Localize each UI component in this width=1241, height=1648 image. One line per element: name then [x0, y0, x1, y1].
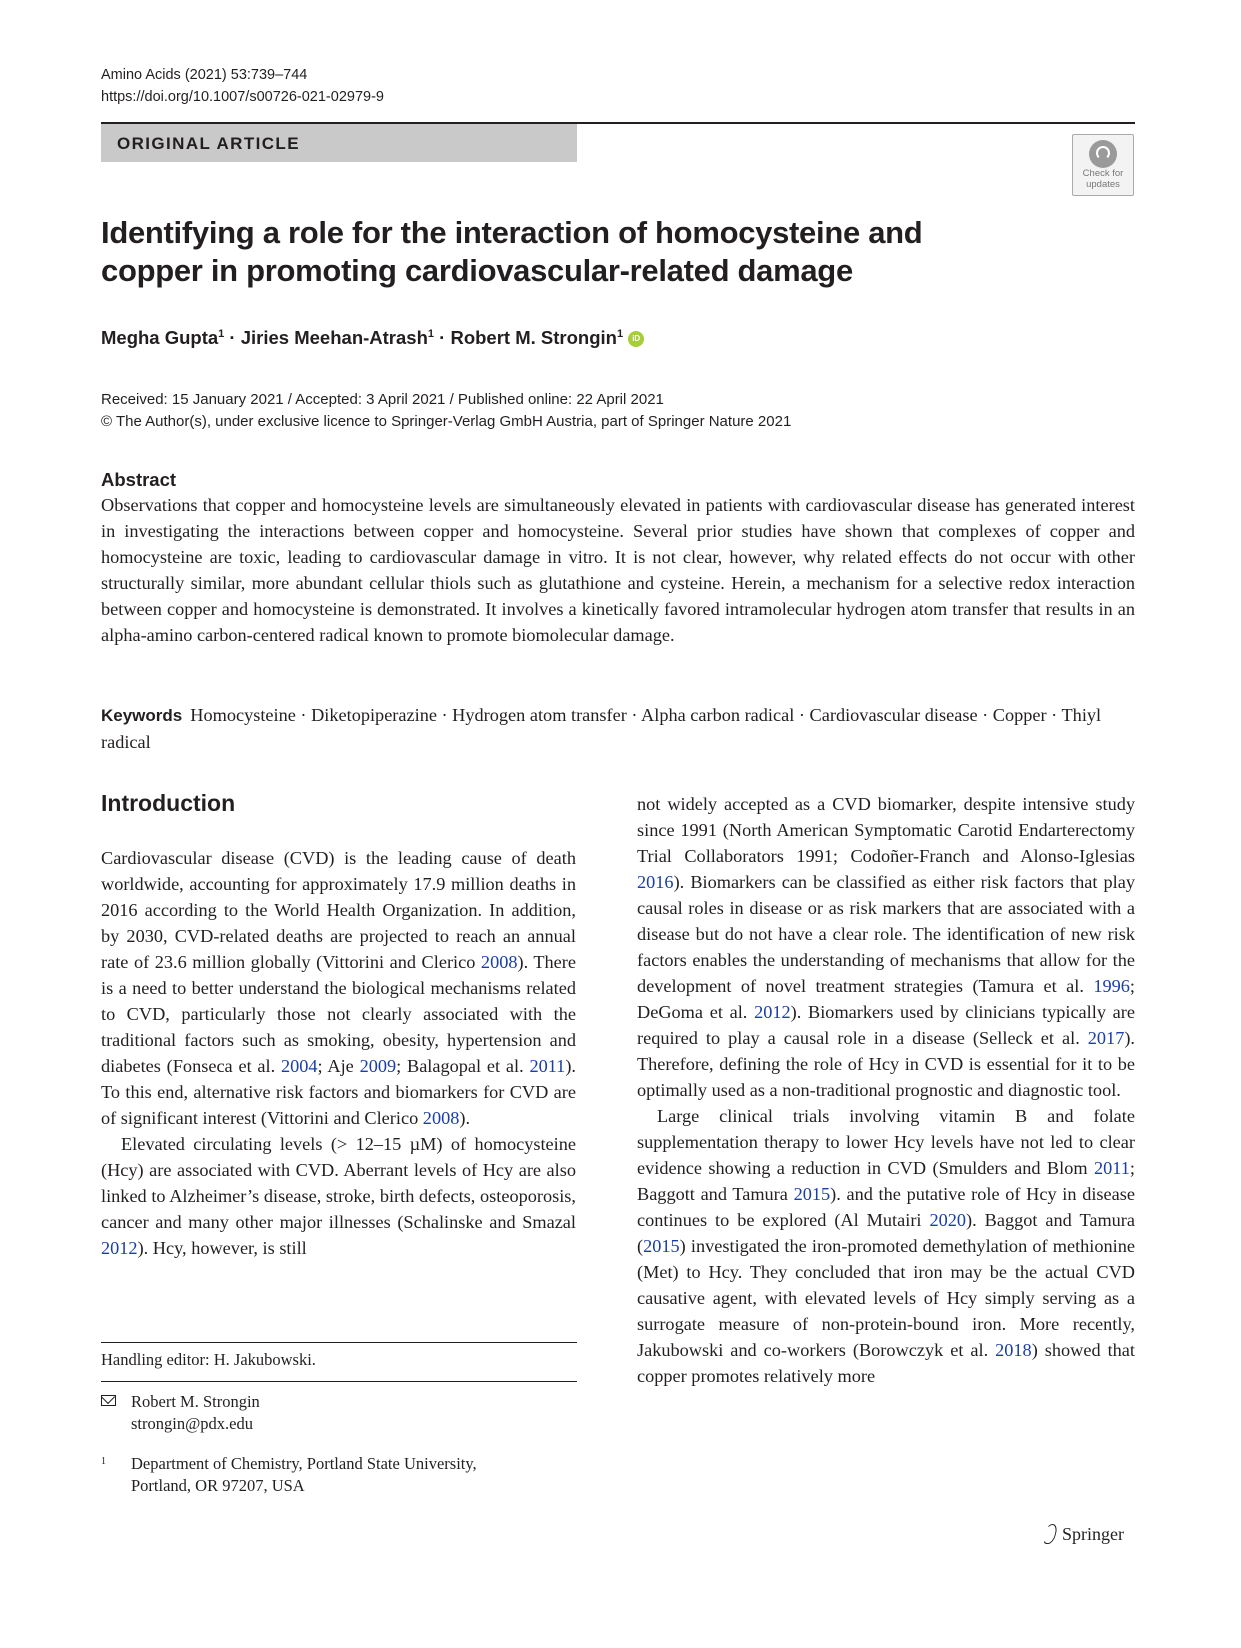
- dates-line: Received: 15 January 2021 / Accepted: 3 April 2021 / Published online: 22 April 2021: [101, 391, 664, 408]
- text-run: ).: [459, 1108, 471, 1128]
- crossmark-icon: [1089, 140, 1117, 168]
- handling-editor: Handling editor: H. Jakubowski.: [101, 1350, 316, 1369]
- citation-link[interactable]: 2004: [280, 1056, 318, 1076]
- abstract-text: Observations that copper and homocysteine levels are simultaneously elevated in patients with cardiovascular disease has generated interest in investigating the interactions between copper and homocysteine. Several prior studies have shown that complexes of copper and homocysteine are toxic, leading to cardiovascular damage in vitro. It is not clear, however, why related effects do not occur with other structurally similar, more abundant cellular thiols such as glutathione and cysteine. Herein, a mechanism for a selective redox interaction between copper and homocysteine is demonstrated. It involves a kinetically favored intramolecular hydrogen atom transfer that results in an alpha-amino carbon-centered radical known to promote biomolecular damage.: [101, 495, 1135, 645]
- citation-link[interactable]: 2018: [995, 1340, 1032, 1360]
- citation-link[interactable]: 2008: [480, 952, 518, 972]
- text-run: ; DeGoma et al.: [637, 976, 1135, 1022]
- text-run: Elevated circulating levels (> 12–15 µM) of homocysteine (Hcy) are associated with CVD. Aberrant levels of Hcy are also linked to Alzheimer’s disease, stroke, birth defects, osteoporosis, cancer and many other major illnesses (Schalinske and Smazal: [101, 1134, 576, 1232]
- citation-link[interactable]: 2012: [101, 1238, 138, 1258]
- right-column: [637, 791, 1135, 1389]
- affiliation-line: Department of Chemistry, Portland State University,: [131, 1454, 477, 1473]
- affiliation: [101, 1453, 477, 1497]
- corresponding-email[interactable]: strongin@pdx.edu: [131, 1414, 253, 1433]
- paragraph-2: [101, 1131, 576, 1261]
- text-run: ) investigated the iron-promoted demethylation of methionine (Met) to Hcy. They concluded that iron may be the actual CVD causative agent, with elevated levels of Hcy simply serving as a surrogate measure of non-protein-bound iron. More recently, Jakubowski and co-workers (Borowczyk et al.: [637, 1236, 1135, 1360]
- abstract-heading: Abstract: [101, 469, 177, 490]
- text-run: ). Therefore, defining the role of Hcy in CVD is essential for it to be optimally used as a non-traditional prognostic and diagnostic tool.: [637, 1028, 1135, 1100]
- article-type-banner: [101, 124, 577, 162]
- citation-link[interactable]: 2020: [929, 1210, 967, 1230]
- text-run: ). Baggot and Tamura (: [637, 1210, 1136, 1256]
- introduction-heading: Introduction: [101, 790, 236, 816]
- author-name[interactable]: Megha Gupta: [101, 327, 219, 348]
- citation-link[interactable]: 2012: [754, 1002, 791, 1022]
- corresponding-name: Robert M. Strongin: [131, 1392, 260, 1411]
- paragraph-1: [101, 845, 576, 1131]
- citation-link[interactable]: 2011: [1094, 1158, 1130, 1178]
- citation-link[interactable]: 2011: [529, 1056, 566, 1076]
- author-separator: ·: [224, 327, 241, 348]
- author-affil-sup: 1: [616, 327, 624, 340]
- article-type-label: ORIGINAL ARTICLE: [117, 134, 300, 153]
- author-affil-sup: 1: [218, 327, 225, 340]
- springer-horse-icon: [1042, 1524, 1056, 1544]
- check-for-updates-badge[interactable]: [1072, 134, 1134, 196]
- journal-header: [101, 64, 384, 108]
- text-run: ; Baggott and Tamura: [637, 1158, 1135, 1204]
- affiliation-line: Portland, OR 97207, USA: [131, 1476, 305, 1495]
- footnote-rule: [101, 1381, 577, 1382]
- citation-link[interactable]: 2015: [643, 1236, 680, 1256]
- left-column: [101, 845, 576, 1261]
- keywords-label: Keywords: [101, 706, 183, 725]
- copyright-line: © The Author(s), under exclusive licence to Springer-Verlag GmbH Austria, part of Springer Nature 2021: [101, 413, 792, 430]
- publication-dates: [101, 389, 791, 433]
- footnote-rule: [101, 1342, 577, 1343]
- publisher-name: Springer: [1062, 1524, 1124, 1544]
- check-updates-line1: Check for: [1082, 168, 1124, 179]
- check-updates-line2: updates: [1086, 179, 1120, 190]
- paragraph-4: [637, 1103, 1135, 1389]
- citation-link[interactable]: 2008: [422, 1108, 460, 1128]
- text-run: ). Biomarkers used by clinicians typically are required to play a causal role in a disease (Selleck et al.: [637, 1002, 1135, 1048]
- corresponding-author: [101, 1391, 260, 1435]
- text-run: not widely accepted as a CVD biomarker, despite intensive study since 1991 (North American Symptomatic Carotid Endarterectomy Trial Collaborators 1991; Codoñer-Franch and Alonso-Iglesias: [637, 794, 1135, 866]
- keywords: [101, 702, 1135, 755]
- citation-link[interactable]: 2017: [1087, 1028, 1125, 1048]
- journal-citation: Amino Acids (2021) 53:739–744: [101, 67, 308, 83]
- affiliation-number: 1: [101, 1456, 106, 1467]
- author-list: [101, 327, 644, 349]
- paragraph-3: [637, 791, 1135, 1103]
- envelope-icon: [101, 1395, 116, 1406]
- text-run: ). There is a need to better understand the biological mechanisms related to CVD, particularly those not clearly associated with the traditional factors such as smoking, obesity, hypertension and diabetes (Fonseca et al.: [101, 952, 576, 1076]
- text-run: ). Hcy, however, is still: [137, 1238, 307, 1258]
- text-run: Large clinical trials involving vitamin B and folate supplementation therapy to lower Hcy levels have not led to clear evidence showing a reduction in CVD (Smulders and Blom: [637, 1106, 1135, 1178]
- citation-link[interactable]: 2015: [793, 1184, 831, 1204]
- text-run: ). Biomarkers can be classified as either risk factors that play causal roles in disease or as risk markers that are associated with a disease but do not have a clear role. The identification of new risk factors enables the understanding of mechanisms that allow for the development of novel treatment strategies (Tamura et al.: [637, 872, 1135, 996]
- text-run: ). To this end, alternative risk factors and biomarkers for CVD are of significant interest (Vittorini and Clerico: [101, 1056, 576, 1128]
- author-separator: ·: [434, 327, 451, 348]
- orcid-icon[interactable]: iD: [628, 331, 644, 347]
- author-name[interactable]: Jiries Meehan-Atrash: [240, 327, 428, 348]
- keywords-list: Homocysteine · Diketopiperazine · Hydrogen atom transfer · Alpha carbon radical · Cardiovascular disease · Copper · Thiyl radical: [101, 705, 1102, 752]
- text-run: ) showed that copper promotes relatively more: [637, 1340, 1135, 1386]
- citation-link[interactable]: 1996: [1093, 976, 1130, 996]
- text-run: ). and the putative role of Hcy in disease continues to be explored (Al Mutairi: [637, 1184, 1135, 1230]
- citation-link[interactable]: 2009: [359, 1056, 397, 1076]
- citation-link[interactable]: 2016: [637, 872, 674, 892]
- text-run: ; Balagopal et al.: [396, 1056, 530, 1076]
- doi-link[interactable]: https://doi.org/10.1007/s00726-021-02979-9: [101, 89, 384, 105]
- author-affil-sup: 1: [427, 327, 434, 340]
- author-name[interactable]: Robert M. Strongin: [450, 327, 617, 348]
- publisher-logo: [1042, 1524, 1124, 1545]
- article-title: Identifying a role for the interaction of homocysteine and copper in promoting cardiovascular-related damage: [101, 215, 923, 288]
- text-run: Cardiovascular disease (CVD) is the leading cause of death worldwide, accounting for approximately 17.9 million deaths in 2016 according to the World Health Organization. In addition, by 2030, CVD-related deaths are projected to reach an annual rate of 23.6 million globally (Vittorini and Clerico: [101, 848, 576, 972]
- text-run: ; Aje: [317, 1056, 360, 1076]
